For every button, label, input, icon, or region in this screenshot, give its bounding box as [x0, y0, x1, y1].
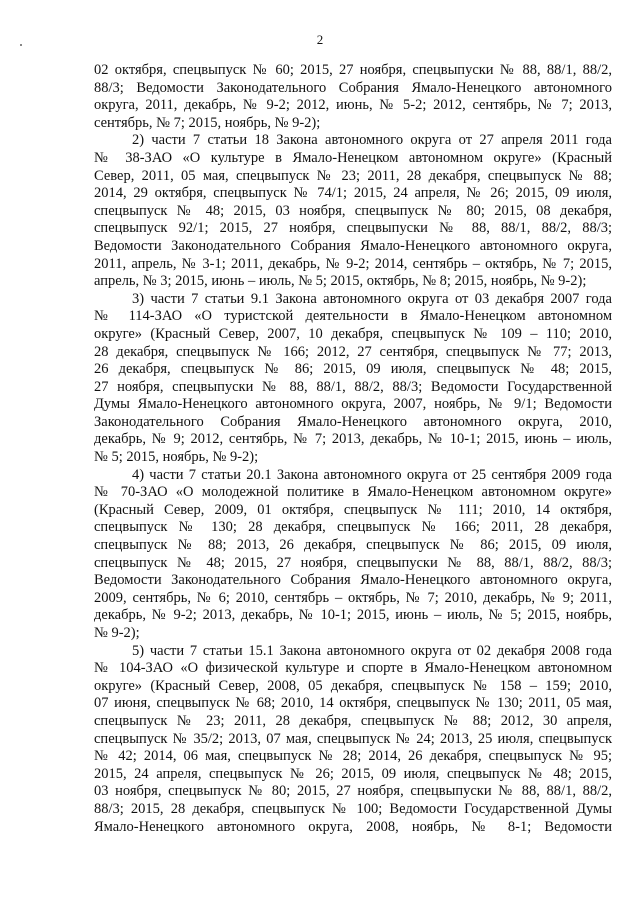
text-line: 5) части 7 статьи 15.1 Закона автономного округа от 02 декабря 2008 года [132, 642, 612, 659]
text-line: декабрь, № 9; 2012, сентябрь, № 7; 2013, декабрь, № 10-1; 2015, июнь – июль, [94, 431, 612, 448]
text-line: округе» (Красный Север, 2008, 05 декабря, спецвыпуск № 158 – 159; 2010, [94, 677, 612, 694]
text-line: 2011, апрель, № 3-1; 2011, декабрь, № 9-2; 2014, сентябрь – октябрь, № 7; 2015, [94, 255, 612, 272]
text-line: 07 июня, спецвыпуск № 68; 2010, 14 октября, спецвыпуск № 130; 2011, 05 мая, [94, 695, 612, 712]
text-line: Думы Ямало-Ненецкого автономного округа, 2007, ноябрь, № 9/1; Ведомости [94, 396, 612, 413]
text-line: 02 октября, спецвыпуск № 60; 2015, 27 ноября, спецвыпуски № 88, 88/1, 88/2, [94, 62, 612, 78]
text-line: Законодательного Собрания Ямало-Ненецкого автономного округа, 2010, [94, 413, 612, 430]
scan-speck [20, 44, 22, 46]
text-line: Ведомости Законодательного Собрания Ямало-Ненецкого автономного округа, [94, 572, 612, 589]
text-line: спецвыпуск № 48; 2015, 03 ноября, спецвыпуск № 80; 2015, 08 декабря, [94, 202, 612, 219]
text-line: 2014, 29 октября, спецвыпуск № 74/1; 2015, 24 апреля, № 26; 2015, 09 июля, [94, 185, 612, 202]
text-line: Север, 2011, 05 мая, спецвыпуск № 23; 2011, 28 декабря, спецвыпуск № 88; [94, 167, 612, 184]
text-line: 4) части 7 статьи 20.1 Закона автономного округа от 25 сентября 2009 года [132, 466, 612, 483]
text-line: Ямало-Ненецкого автономного округа, 2008, ноябрь, № 8-1; Ведомости [94, 818, 612, 835]
text-line: № 42; 2014, 06 мая, спецвыпуск № 28; 2014, 26 декабря, спецвыпуск № 95; [94, 748, 612, 765]
text-line: декабрь, № 9-2; 2013, декабрь, № 10-1; 2015, июнь – июль, № 5; 2015, ноябрь, [94, 607, 612, 624]
text-line: № 5; 2015, ноябрь, № 9-2); [94, 449, 259, 466]
text-line: спецвыпуск № 35/2; 2013, 07 мая, спецвыпуск № 24; 2013, 25 июля, спецвыпуск [94, 730, 612, 747]
text-line: округа, 2011, декабрь, № 9-2; 2012, июнь, № 5-2; 2012, сентябрь, № 7; 2013, [94, 97, 612, 114]
text-line: № 38-ЗАО «О культуре в Ямало-Ненецком автономном округе» (Красный [94, 149, 612, 166]
text-line: № 114-ЗАО «О туристской деятельности в Ямало-Ненецком автономном [94, 308, 612, 325]
text-line: 2009, сентябрь, № 6; 2010, сентябрь – октябрь, № 7; 2010, декабрь, № 9; 2011, [94, 589, 612, 606]
text-line: 3) части 7 статьи 9.1 Закона автономного округа от 03 декабря 2007 года [132, 290, 612, 307]
paragraph-item-2 [94, 132, 612, 290]
text-line: спецвыпуск № 88; 2013, 26 декабря, спецвыпуск № 86; 2015, 09 июля, [94, 537, 612, 554]
document-body [94, 62, 612, 836]
text-line: 2015, 24 апреля, спецвыпуск № 26; 2015, 09 июля, спецвыпуск № 48; 2015, [94, 765, 612, 782]
text-line: (Красный Север, 2009, 01 октября, спецвыпуск № 111; 2010, 14 октября, [94, 501, 612, 518]
text-line: апрель, № 3; 2015, июнь – июль, № 5; 2015, октябрь, № 8; 2015, ноябрь, № 9-2); [94, 273, 587, 290]
paragraph-item-4 [94, 467, 612, 643]
text-line: 26 декабря, спецвыпуск № 86; 2015, 09 июля, спецвыпуск № 48; 2015, [94, 361, 612, 378]
text-line: № 104-ЗАО «О физической культуре и спорте в Ямало-Ненецком автономном [94, 660, 612, 677]
text-line: округе» (Красный Север, 2007, 10 декабря, спецвыпуск № 109 – 110; 2010, [94, 325, 612, 342]
text-line: 2) части 7 статьи 18 Закона автономного округа от 27 апреля 2011 года [132, 132, 612, 149]
text-line: 27 ноября, спецвыпуски № 88, 88/1, 88/2, 88/3; Ведомости Государственной [94, 378, 612, 395]
text-line: сентябрь, № 7; 2015, ноябрь, № 9-2); [94, 114, 321, 131]
paragraph-item-3 [94, 291, 612, 467]
text-line: 28 декабря, спецвыпуск № 166; 2012, 27 сентября, спецвыпуск № 77; 2013, [94, 343, 612, 360]
text-line: № 9-2); [94, 625, 140, 641]
text-line: № 70-ЗАО «О молодежной политике в Ямало-Ненецком автономном округе» [94, 484, 612, 501]
text-line: 88/3; Ведомости Законодательного Собрания Ямало-Ненецкого автономного [94, 79, 612, 96]
text-line: 03 ноября, спецвыпуск № 80; 2015, 27 ноября, спецвыпуски № 88, 88/1, 88/2, [94, 783, 612, 800]
text-line: спецвыпуск № 48; 2015, 27 ноября, спецвыпуски № 88, 88/1, 88/2, 88/3; [94, 554, 612, 571]
paragraph-continuation [94, 62, 612, 132]
text-line: спецвыпуск № 130; 28 декабря, спецвыпуск № 166; 2011, 28 декабря, [94, 519, 612, 536]
text-line: спецвыпуск 92/1; 2015, 27 ноября, спецвыпуски № 88, 88/1, 88/2, 88/3; [94, 220, 612, 237]
text-line: Ведомости Законодательного Собрания Ямало-Ненецкого автономного округа, [94, 237, 612, 254]
text-line: спецвыпуск № 23; 2011, 28 декабря, спецвыпуск № 88; 2012, 30 апреля, [94, 712, 612, 729]
paragraph-item-5 [94, 643, 612, 837]
text-line: 88/3; 2015, 28 декабря, спецвыпуск № 100; Ведомости Государственной Думы [94, 800, 612, 817]
page-number: 2 [316, 32, 324, 47]
